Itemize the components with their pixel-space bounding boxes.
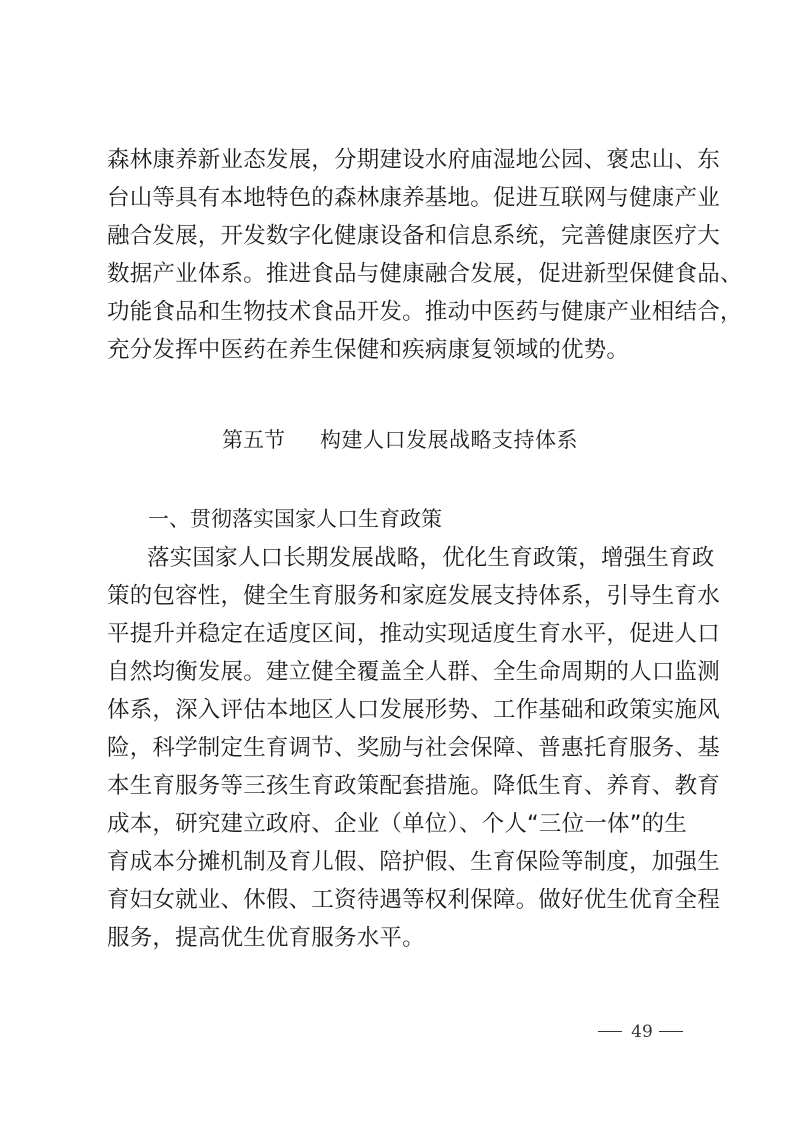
dash-left (598, 1031, 622, 1032)
text-line: 自然均衡发展。建立健全覆盖全人群、全生命周期的人口监测 (107, 659, 720, 685)
text-line: 数据产业体系。推进食品与健康融合发展，促进新型保健食品、 (107, 261, 743, 287)
text-line: 体系，深入评估本地区人口发展形势、工作基础和政策实施风 (107, 697, 720, 723)
page-number: 49 (631, 1022, 653, 1042)
text-line: 育成本分摊机制及育儿假、陪护假、生育保险等制度，加强生 (107, 849, 720, 875)
text-line: 策的包容性，健全生育服务和家庭发展支持体系，引导生育水 (107, 583, 720, 609)
text-line: 平提升并稳定在适度区间，推动实现适度生育水平，促进人口 (107, 621, 720, 647)
text-line: 充分发挥中医药在养生保健和疾病康复领域的优势。 (107, 337, 630, 363)
text-line: 成本，研究建立政府、企业（单位）、个人“三位一体”的生 (107, 811, 687, 837)
section-title: 构建人口发展战略支持体系 (320, 428, 578, 452)
text-line: 落实国家人口长期发展战略，优化生育政策，增强生育政 (147, 545, 715, 571)
subsection-heading: 一、贯彻落实国家人口生育政策 (148, 507, 442, 531)
text-line: 融合发展，开发数字化健康设备和信息系统，完善健康医疗大 (107, 223, 720, 249)
dash-right (659, 1031, 683, 1032)
text-line: 功能食品和生物技术食品开发。推动中医药与健康产业相结合， (107, 299, 743, 325)
text-line: 本生育服务等三孩生育政策配套措施。降低生育、养育、教育 (107, 773, 720, 799)
text-line: 服务，提高优生优育服务水平。 (107, 925, 425, 951)
text-line: 森林康养新业态发展，分期建设水府庙湿地公园、褒忠山、东 (107, 147, 720, 173)
text-line: 险，科学制定生育调节、奖励与社会保障、普惠托育服务、基 (107, 735, 720, 761)
section-number: 第五节 (222, 428, 285, 452)
text-line: 台山等具有本地特色的森林康养基地。促进互联网与健康产业 (107, 185, 720, 211)
text-line: 育妇女就业、休假、工资待遇等权利保障。做好优生优育全程 (107, 887, 720, 913)
page-number-footer (560, 1014, 710, 1050)
section-heading (0, 420, 793, 460)
